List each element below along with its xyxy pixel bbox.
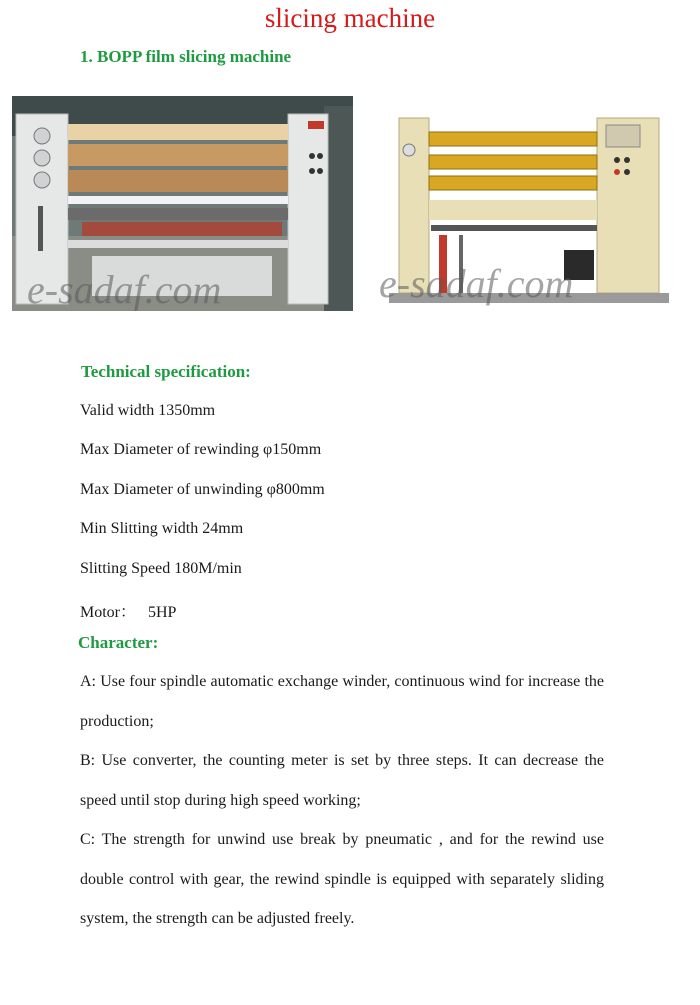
character-paragraph-a: A: Use four spindle automatic exchange winder, continuous wind for increase the production; xyxy=(80,673,604,730)
technical-specification-heading: Technical specification: xyxy=(81,362,251,381)
spec-item: Min Slitting width 24mm xyxy=(80,520,244,537)
spec-item: Motor： 5HP xyxy=(80,604,177,621)
svg-text:e-sadaf.com: e-sadaf.com xyxy=(27,267,222,311)
spec-item: Max Diameter of rewinding φ150mm xyxy=(80,441,322,458)
spec-item: Slitting Speed 180M/min xyxy=(80,560,242,577)
character-paragraph-c: C: The strength for unwind use break by pneumatic , and for the rewind use double control with gear, the rewind spindle is equipped with separately sliding system, the strength can be adjusted freely. xyxy=(80,831,604,927)
section-subtitle: 1. BOPP film slicing machine xyxy=(80,47,292,66)
svg-text:e-sadaf.com: e-sadaf.com xyxy=(379,261,574,306)
spec-item: Valid width 1350mm xyxy=(80,402,216,419)
page-title: slicing machine xyxy=(264,3,436,33)
character-heading: Character: xyxy=(78,633,159,652)
machine-photo-left xyxy=(12,96,353,311)
character-paragraph-b: B: Use converter, the counting meter is set by three steps. It can decrease the speed until stop during high speed working; xyxy=(80,752,604,809)
spec-item: Max Diameter of unwinding φ800mm xyxy=(80,481,325,498)
machine-photo-right xyxy=(369,100,687,320)
